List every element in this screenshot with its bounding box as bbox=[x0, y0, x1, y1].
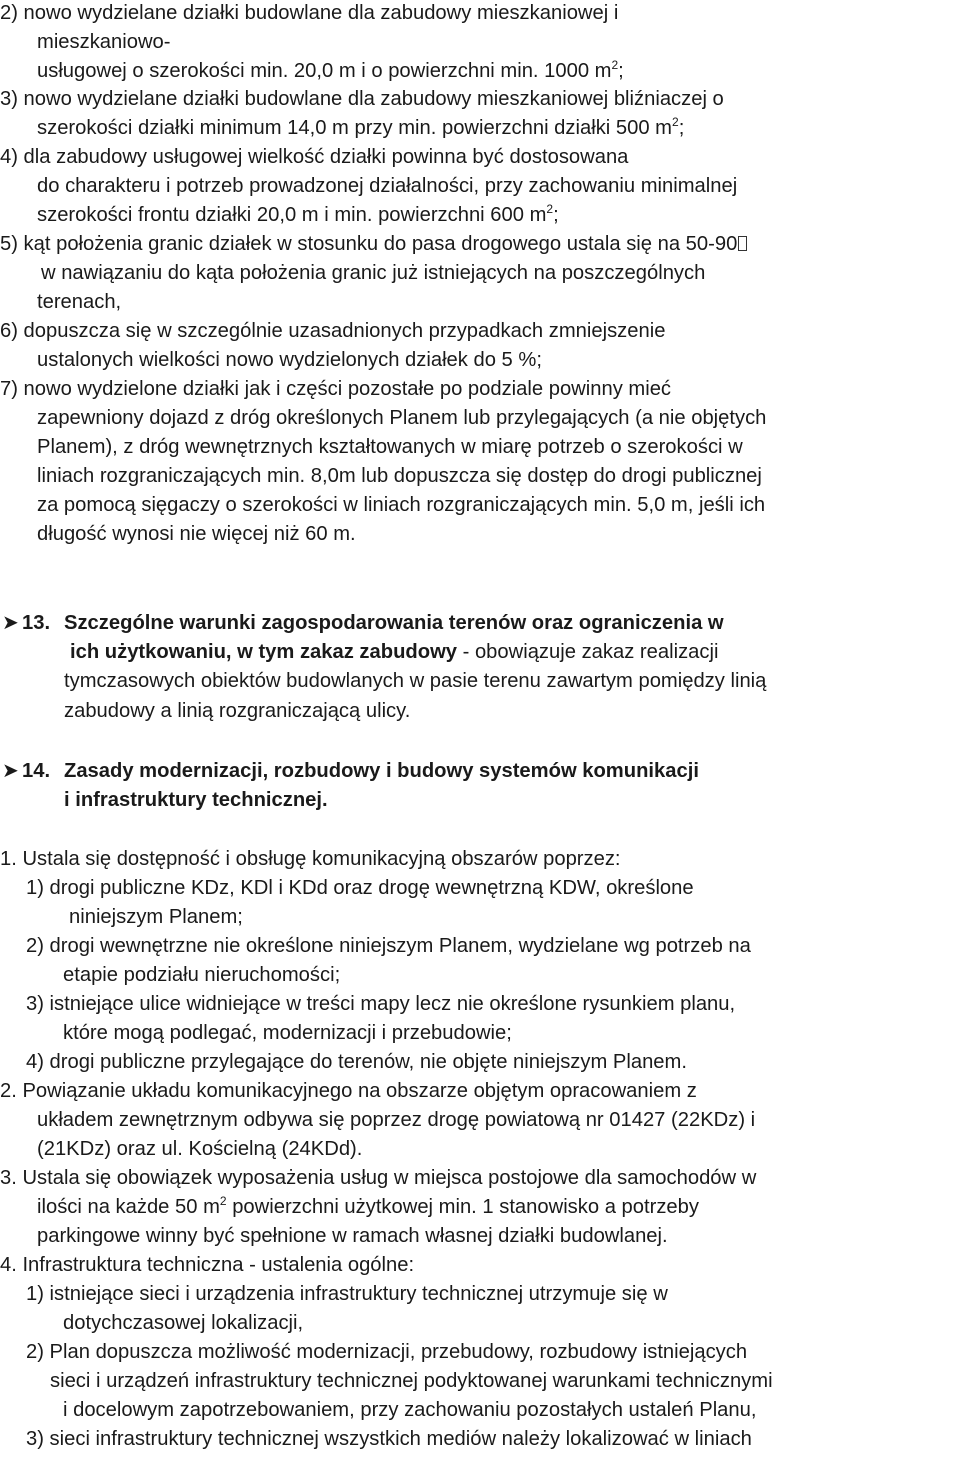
point-3-line-3: parkingowe winny być spełnione w ramach własnej działki budowlanej. bbox=[37, 1225, 668, 1247]
item-2-line-1: 2) nowo wydzielane działki budowlane dla zabudowy mieszkaniowej i bbox=[0, 2, 619, 24]
point-2-line-2: układem zewnętrznym odbywa się poprzez drogę powiatową nr 01427 (22KDz) i bbox=[37, 1109, 756, 1131]
item-3-line-1: 3) nowo wydzielane działki budowlane dla zabudowy mieszkaniowej bliźniaczej o bbox=[0, 88, 724, 110]
item-6-line-1: 6) dopuszcza się w szczególnie uzasadnionych przypadkach zmniejszenie bbox=[0, 320, 666, 342]
item-7-line-2: zapewniony dojazd z dróg określonych Planem lub przylegających (a nie objętych bbox=[37, 407, 767, 429]
item-5-line-3: terenach, bbox=[37, 291, 122, 313]
section-14-heading-line-1: Zasady modernizacji, rozbudowy i budowy systemów komunikacji bbox=[64, 760, 699, 782]
item-7-line-5: za pomocą sięgaczy o szerokości w liniach rozgraniczających min. 5,0 m, jeśli ich bbox=[37, 494, 766, 516]
point-1-1-line-1: 1) drogi publiczne KDz, KDl i KDd oraz drogę wewnętrzną KDW, określone bbox=[26, 877, 694, 899]
point-3-line-1: 3. Ustala się obowiązek wyposażenia usług w miejsca postojowe dla samochodów w bbox=[0, 1167, 757, 1189]
item-7-line-3: Planem), z dróg wewnętrznych kształtowanych w miarę potrzeb o szerokości w bbox=[37, 436, 743, 458]
point-3-line-2: ilości na każde 50 $m^2$ powierzchni użytkowej min. 1 stanowisko a potrzeby bbox=[37, 1194, 699, 1218]
section-13-number: 13. bbox=[22, 612, 51, 634]
item-2-line-2: mieszkaniowo- bbox=[37, 31, 171, 53]
point-4-1-line-2: dotychczasowej lokalizacji, bbox=[63, 1312, 304, 1334]
section-13-heading-line-2: ich użytkowaniu, w tym zakaz zabudowy - obowiązuje zakaz realizacji bbox=[70, 641, 719, 663]
point-4-2-line-1: 2) Plan dopuszcza możliwość modernizacji, przebudowy, rozbudowy istniejących bbox=[26, 1341, 748, 1363]
bullet-icon: ➤ bbox=[2, 760, 19, 782]
item-2-line-3: usługowej o szerokości min. 20,0 m i o powierzchni min. 1000 $m^2$; bbox=[37, 58, 624, 82]
point-2-line-3: (21KDz) oraz ul. Kościelną (24KDd). bbox=[37, 1138, 363, 1160]
section-13-body-line-1: tymczasowych obiektów budowlanych w pasie terenu zawartym pomiędzy linią bbox=[64, 670, 767, 692]
item-4-line-3: szerokości frontu działki 20,0 m i min. powierzchni 600 $m^2$; bbox=[37, 202, 559, 226]
section-14-heading-line-2: i infrastruktury technicznej. bbox=[64, 789, 328, 811]
point-1-4-line-1: 4) drogi publiczne przylegające do terenów, nie objęte niniejszym Planem. bbox=[26, 1051, 687, 1073]
item-5-line-1: 5) kąt położenia granic działek w stosunku do pasa drogowego ustala się na 50-90 bbox=[0, 230, 747, 260]
point-2-line-1: 2. Powiązanie układu komunikacyjnego na obszarze objętym opracowaniem z bbox=[0, 1080, 697, 1102]
point-4-3-line-1: 3) sieci infrastruktury technicznej wszystkich mediów należy lokalizować w liniach bbox=[26, 1428, 752, 1450]
item-5-line-2: w nawiązaniu do kąta położenia granic już istniejących na poszczególnych bbox=[41, 262, 706, 284]
point-1-2-line-2: etapie podziału nieruchomości; bbox=[63, 964, 341, 986]
item-7-line-6: długość wynosi nie więcej niż 60 m. bbox=[37, 523, 356, 545]
point-4-2-line-3: i docelowym zapotrzebowaniem, przy zachowaniu pozostałych ustaleń Planu, bbox=[63, 1399, 757, 1421]
point-1-3-line-2: które mogą podlegać, modernizacji i przebudowie; bbox=[63, 1022, 512, 1044]
section-13-body-line-2: zabudowy a linią rozgraniczającą ulicy. bbox=[64, 700, 411, 722]
missing-glyph-icon bbox=[738, 236, 747, 251]
point-4-2-line-2: sieci i urządzeń infrastruktury technicznej podyktowanej warunkami technicznymi bbox=[50, 1370, 773, 1392]
item-4-line-2: do charakteru i potrzeb prowadzonej działalności, przy zachowaniu minimalnej bbox=[37, 175, 738, 197]
item-4-line-1: 4) dla zabudowy usługowej wielkość działki powinna być dostosowana bbox=[0, 146, 629, 168]
item-6-line-2: ustalonych wielkości nowo wydzielonych działek do 5 %; bbox=[37, 349, 542, 371]
section-14-number: 14. bbox=[22, 760, 51, 782]
item-7-line-1: 7) nowo wydzielone działki jak i części pozostałe po podziale powinny mieć bbox=[0, 378, 672, 400]
point-1-2-line-1: 2) drogi wewnętrzne nie określone niniejszym Planem, wydzielane wg potrzeb na bbox=[26, 935, 751, 957]
point-4: 4. Infrastruktura techniczna - ustalenia ogólne: bbox=[0, 1254, 415, 1276]
point-4-1-line-1: 1) istniejące sieci i urządzenia infrastruktury technicznej utrzymuje się w bbox=[26, 1283, 668, 1305]
point-1-1-line-2: niniejszym Planem; bbox=[69, 906, 243, 928]
point-1: 1. Ustala się dostępność i obsługę komunikacyjną obszarów poprzez: bbox=[0, 848, 621, 870]
bullet-icon: ➤ bbox=[2, 612, 19, 634]
item-3-line-2: szerokości działki minimum 14,0 m przy min. powierzchni działki 500 $m^2$; bbox=[37, 115, 685, 139]
item-7-line-4: liniach rozgraniczających min. 8,0m lub dopuszcza się dostęp do drogi publicznej bbox=[37, 465, 762, 487]
section-13-heading-line-1: Szczególne warunki zagospodarowania terenów oraz ograniczenia w bbox=[64, 612, 724, 634]
point-1-3-line-1: 3) istniejące ulice widniejące w treści mapy lecz nie określone rysunkiem planu, bbox=[26, 993, 736, 1015]
